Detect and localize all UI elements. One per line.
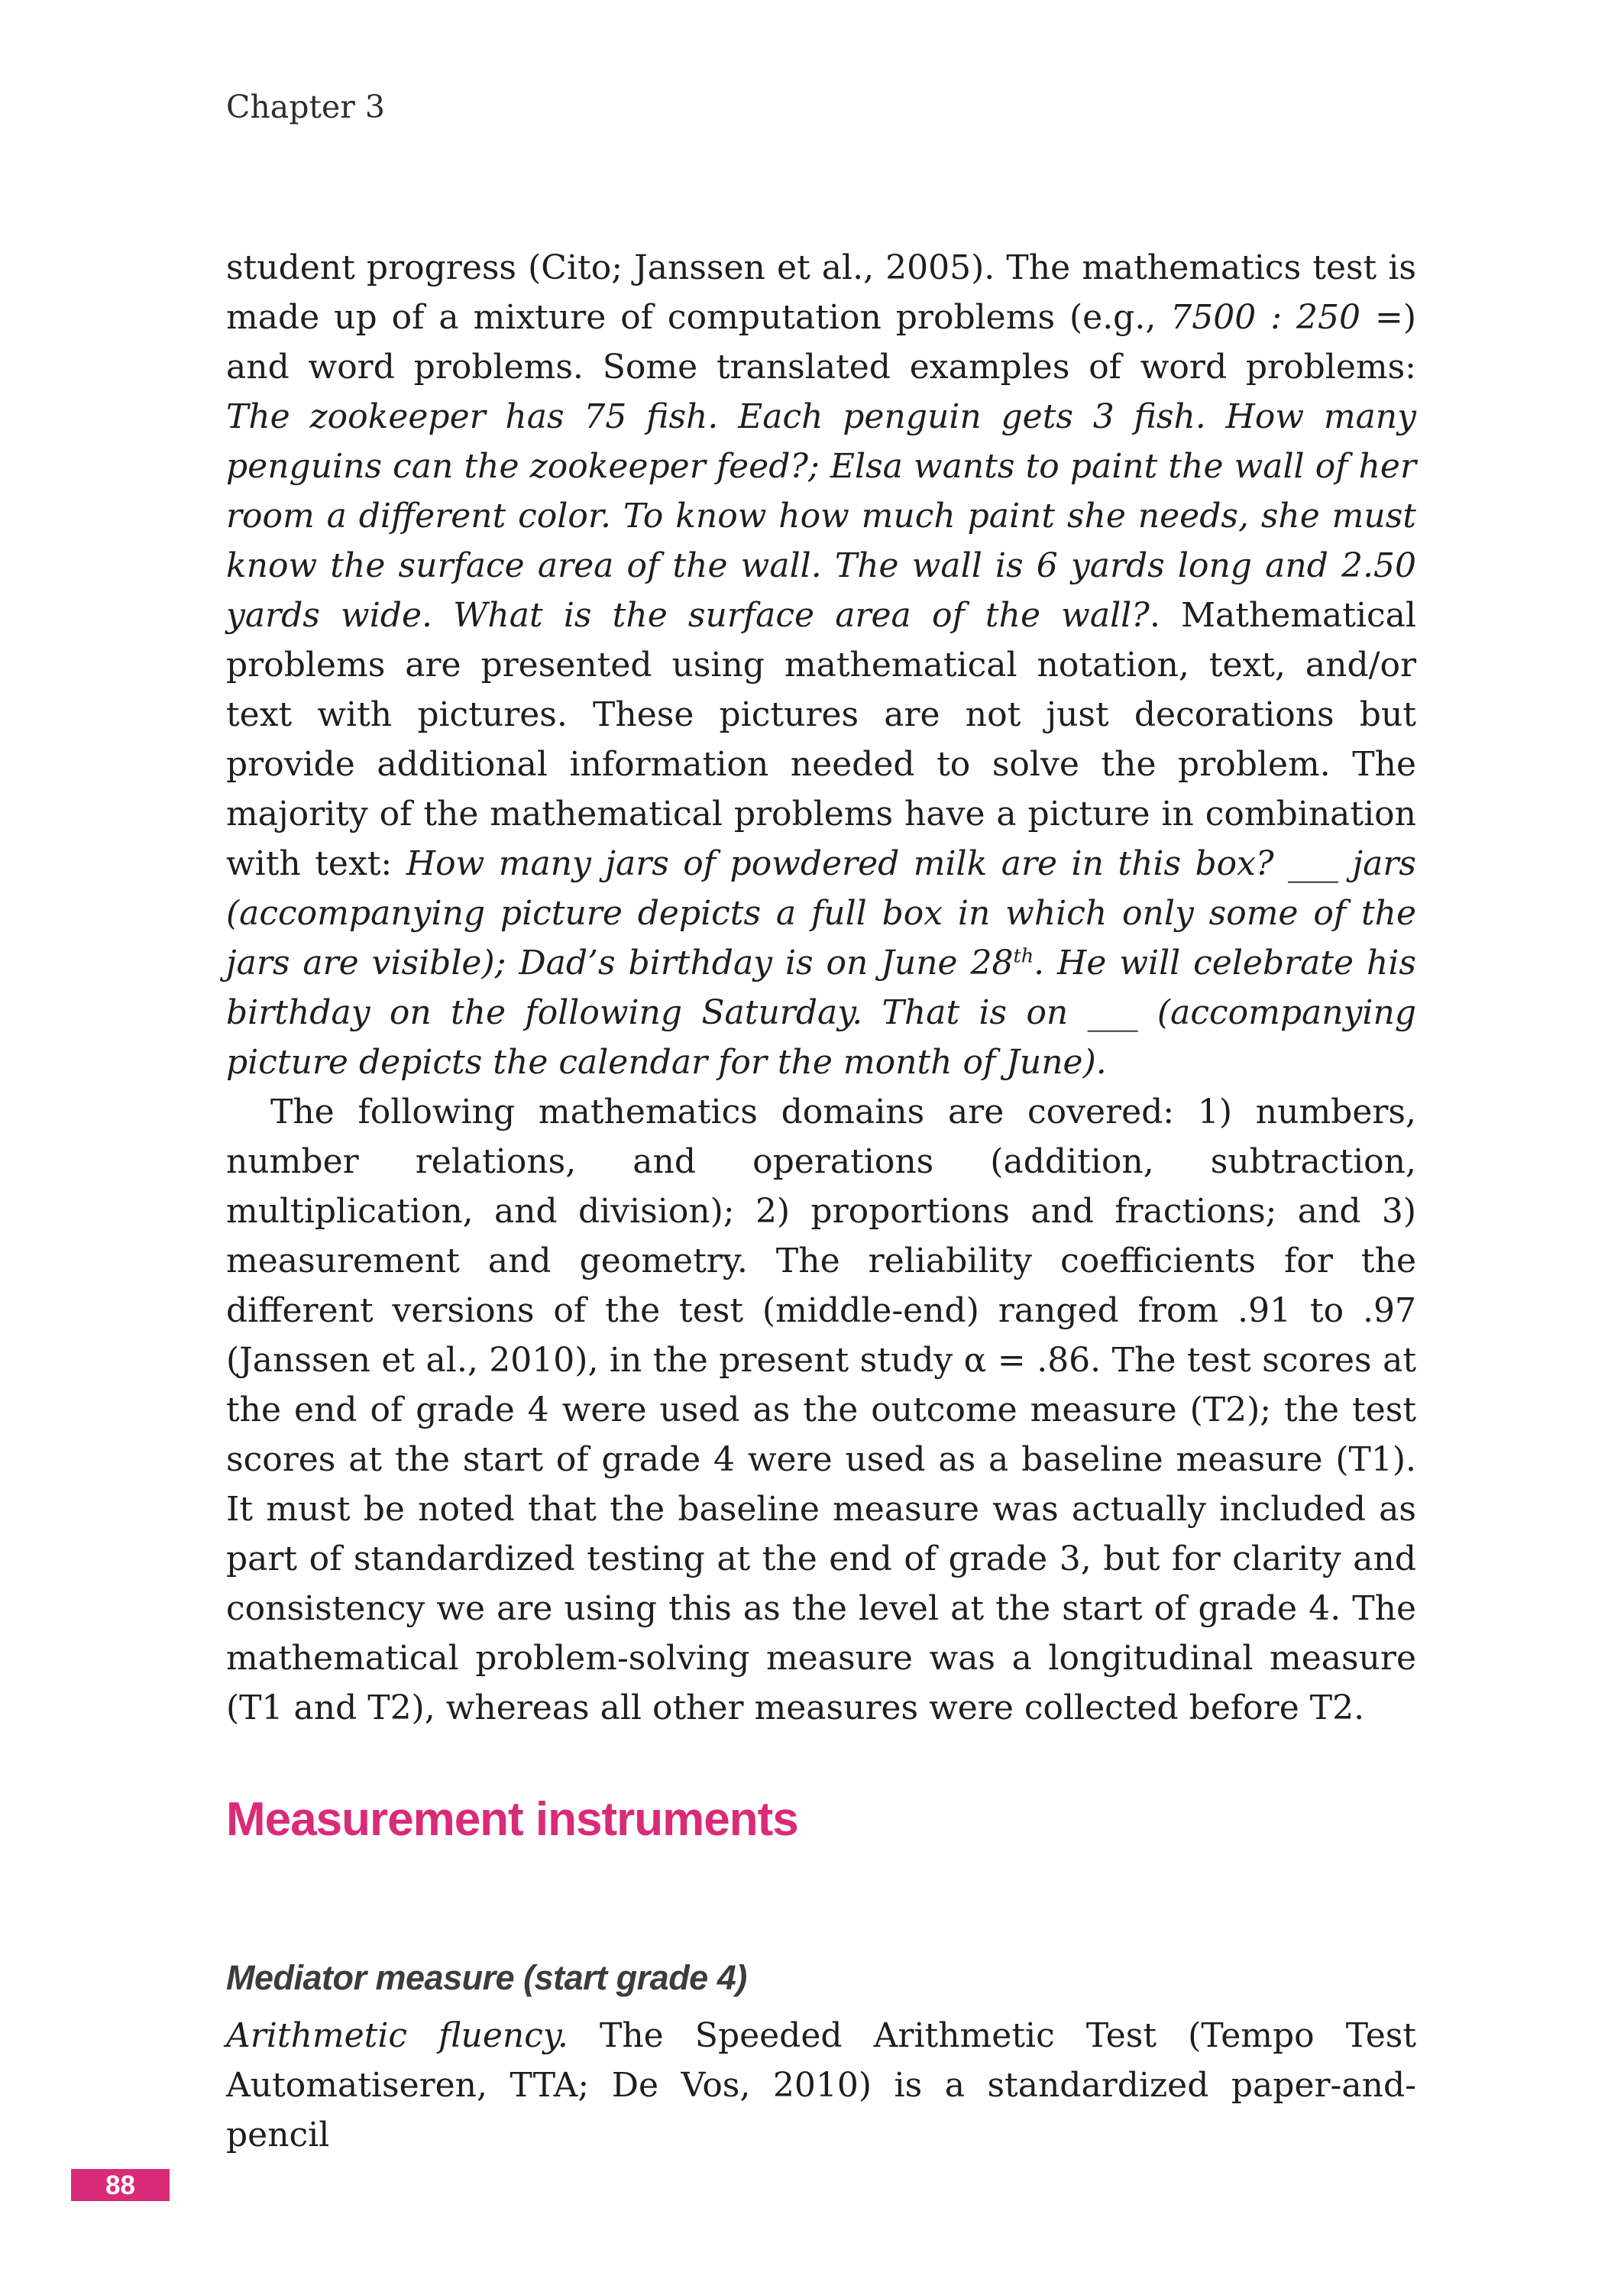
section-heading: Measurement instruments xyxy=(226,1793,798,1846)
text-run: The Speeded Arithmetic Test (Tempo Test Automatiseren, TTA; De Vos, 2010) is a standardized paper-and-pencil xyxy=(226,2016,1416,2154)
italic-text-run: The zookeeper has 75 fish. Each penguin gets 3 fish. How many penguins can the zookeeper feed?; Elsa wants to paint the wall of her room a different color. To know how much paint she needs, she must know the surface area of the wall. The wall is 6 yards long and 2.50 yards wide. What is the surface area of the wall? xyxy=(226,397,1416,635)
page-number-badge xyxy=(71,2169,170,2201)
italic-text-run: th xyxy=(1013,944,1034,968)
italic-text-run: . He will celebrate his birthday on the following Saturday. That is on ___ (accompanying picture depicts the calendar for the month of June). xyxy=(226,944,1416,1082)
text-run: ) and word problems. Some translated examples of word problems: xyxy=(226,298,1416,387)
paragraph xyxy=(226,1087,1416,1733)
italic-text-run: How many jars of powdered milk are in this box? ___ jars (accompanying picture depicts a full box in which only some of the jars are visible); Dad’s birthday is on June 28 xyxy=(226,844,1416,983)
subsection-heading: Mediator measure (start grade 4) xyxy=(226,1958,747,1997)
running-header: Chapter 3 xyxy=(226,89,385,125)
italic-text-run: Arithmetic fluency. xyxy=(226,2016,568,2055)
page-number: 88 xyxy=(105,2170,135,2200)
paragraph xyxy=(226,243,1416,1087)
paragraph xyxy=(226,2011,1416,2160)
text-run: . Mathematical problems are presented using mathematical notation, text, and/or text with pictures. These pictures are not just decorations but provide additional information needed to solve the problem. The majority of the mathematical problems have a picture in combination with text: xyxy=(226,596,1416,883)
text-run: student progress (Cito; Janssen et al., 2005). The mathematics test is made up of a mixture of computation problems (e.g., xyxy=(226,248,1416,337)
italic-text-run: 7500 : 250 = xyxy=(1170,298,1403,337)
body-text-block xyxy=(226,243,1416,1733)
text-run: The following mathematics domains are covered: 1) numbers, number relations, and operations (addition, subtraction, multiplication, and division); 2) proportions and fractions; and 3) measurement and geometry. The reliability coefficients for the different versions of the test (middle-end) ranged from .91 to .97 (Janssen et al., 2010), in the present study α = .86. The test scores at the end of grade 4 were used as the outcome measure (T2); the test scores at the start of grade 4 were used as a baseline measure (T1). It must be noted that the baseline measure was actually included as part of standardized testing at the end of grade 3, but for clarity and consistency we are using this as the level at the start of grade 4. The mathematical problem-solving measure was a longitudinal measure (T1 and T2), whereas all other measures were collected before T2. xyxy=(226,1093,1416,1727)
